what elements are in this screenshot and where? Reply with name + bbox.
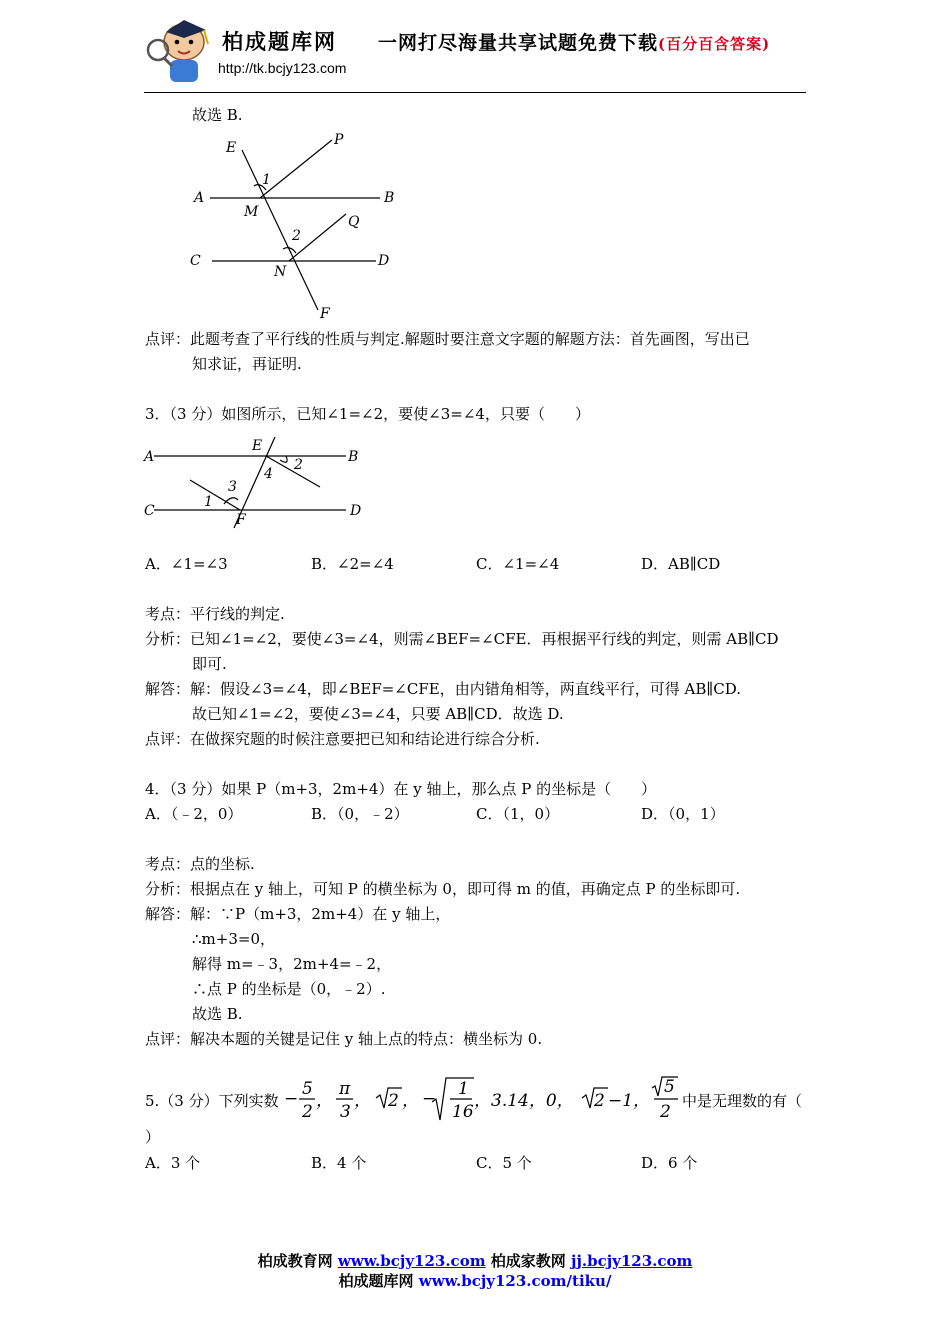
label-b: B [348,449,359,465]
term3-radicand: 2 [388,1091,399,1111]
q4-option-d: D．（0，1） [641,805,725,823]
q3-option-a: A．∠1=∠3 [145,555,228,573]
q3-stem: 3．（3 分）如图所示，已知∠1=∠2，要使∠3=∠4，只要（ ） [145,405,590,423]
label-p: P [334,132,344,148]
footer-tutor-link[interactable]: jj.bcjy123.com [571,1252,693,1270]
q4-jieda-line5: 故选 B. [192,1005,243,1023]
figure-parallel-lines-2 [140,432,380,532]
sep-2: ， [354,1091,371,1111]
label-4: 4 [264,466,273,482]
label-f: F [320,306,330,322]
term2-denominator: 3 [340,1102,351,1122]
label-3: 3 [228,479,237,495]
footer-tutor-label: 柏成家教网 [485,1252,572,1270]
term4-denominator: 16 [452,1102,474,1122]
q4-option-c: C．（1，0） [476,805,560,823]
header-slogan [378,28,770,55]
q4-option-b: B．（0，﹣2） [311,805,409,823]
label-b: B [384,190,395,206]
q3-option-b: B．∠2=∠4 [311,555,394,573]
term7-radicand: 5 [664,1077,675,1097]
q5-formula [282,1072,682,1124]
term5-values: ，3.14，0， [474,1091,574,1111]
label-d: D [378,253,390,269]
q2-comment-line2: 知求证，再证明. [192,355,302,373]
q3-fenxi-line2: 即可. [192,655,227,673]
q4-jieda-line3: 解得 m=﹣3，2m+4=﹣2， [192,955,392,973]
header-url: http://tk.bcjy123.com [218,60,347,76]
q3-option-d: D．AB∥CD [641,555,721,573]
q3-option-c: C．∠1=∠4 [476,555,560,573]
slogan-text: 一网打尽海量共享试题免费下载 [378,32,659,54]
label-c: C [144,503,155,519]
ray-mp [260,140,332,198]
q3-jieda-line1: 解答：解：假设∠3=∠4，即∠BEF=∠CFE，由内错角相等，两直线平行，可得 AB∥CD. [145,680,742,698]
term1-denominator: 2 [302,1102,313,1122]
q5-option-d: D．6 个 [641,1154,698,1172]
q5-option-a: A．3 个 [145,1154,201,1172]
label-m: M [244,204,259,220]
q3-fenxi-line1: 分析：已知∠1=∠2，要使∠3=∠4，则需∠BEF=∠CFE．再根据平行线的判定，则需 AB∥CD [145,630,779,648]
label-e: E [252,438,263,454]
mascot-icon [144,10,218,88]
term1-numerator: 5 [302,1079,313,1099]
label-2: 2 [294,457,303,473]
q5-option-b: B．4 个 [311,1154,367,1172]
q3-jieda-line2: 故已知∠1=∠2，要使∠3=∠4，只要 AB∥CD．故选 D. [192,705,564,723]
label-a: A [194,190,205,206]
term6-radicand: 2 [594,1091,605,1111]
q5-option-c: C．5 个 [476,1154,532,1172]
q4-jieda-line2: ∴m+3=0， [192,930,275,948]
label-1: 1 [204,494,213,510]
q4-jieda-line4: ∴点 P 的坐标是（0，﹣2）. [192,980,386,998]
slogan-tag: (百分百含答案) [658,35,771,53]
label-d: D [350,503,362,519]
footer-edu-label: 柏成教育网 [257,1252,338,1270]
term1-minus: − [284,1089,299,1109]
ray-from-e [266,456,320,487]
q2-comment-line1: 点评：此题考查了平行线的性质与判定.解题时要注意文字题的解题方法：首先画图，写出已 [145,330,750,348]
term2-numerator: π [339,1079,351,1099]
q2-answer: 故选 B. [192,106,243,124]
q4-jieda-line1: 解答：解：∵P（m+3，2m+4）在 y 轴上， [145,905,451,923]
footer-edu-link[interactable]: www.bcjy123.com [337,1252,486,1270]
term4-minus: − [422,1089,437,1109]
footer-line2 [0,1270,950,1291]
q3-kaodian: 考点：平行线的判定. [145,605,285,623]
q4-dianping: 点评：解决本题的关键是记住 y 轴上点的特点：横坐标为 0. [145,1030,543,1048]
footer-tiku-label: 柏成题库网 [338,1272,419,1290]
q3-dianping: 点评：在做探究题的时候注意要把已知和结论进行综合分析. [145,730,540,748]
term4-numerator: 1 [458,1079,469,1099]
q5-stem-prefix: 5.（3 分）下列实数 [145,1092,279,1110]
term7-denominator: 2 [660,1102,671,1122]
q4-stem: 4．（3 分）如果 P（m+3，2m+4）在 y 轴上，那么点 P 的坐标是（ ） [145,780,657,798]
q4-kaodian: 考点：点的坐标. [145,855,255,873]
line-ef [242,150,318,310]
q4-option-a: A．（﹣2，0） [145,805,243,823]
angle-1-arc [224,498,238,504]
label-e: E [226,140,237,156]
label-2: 2 [292,228,301,244]
label-a: A [144,449,155,465]
q4-fenxi: 分析：根据点在 y 轴上，可知 P 的横坐标为 0，即可得 m 的值，再确定点 P 的坐标即可. [145,880,741,898]
label-1: 1 [262,172,271,188]
sep-3: ， [402,1091,419,1111]
label-q: Q [348,214,360,230]
label-f: F [236,512,246,528]
label-n: N [274,264,287,280]
sep-1: ， [316,1091,333,1111]
footer-tiku-link[interactable]: www.bcjy123.com/tiku/ [418,1272,612,1290]
q5-stem-close: ） [145,1128,161,1146]
term6-rest: −1， [608,1091,651,1111]
brand-title: 柏成题库网 [222,29,337,54]
angle-2-arc [280,456,287,462]
label-c: C [190,253,201,269]
figure-parallel-lines-1 [180,126,410,326]
footer-line1 [0,1250,950,1271]
q5-stem-suffix: 中是无理数的有（ [682,1092,803,1110]
header-divider [144,92,806,93]
